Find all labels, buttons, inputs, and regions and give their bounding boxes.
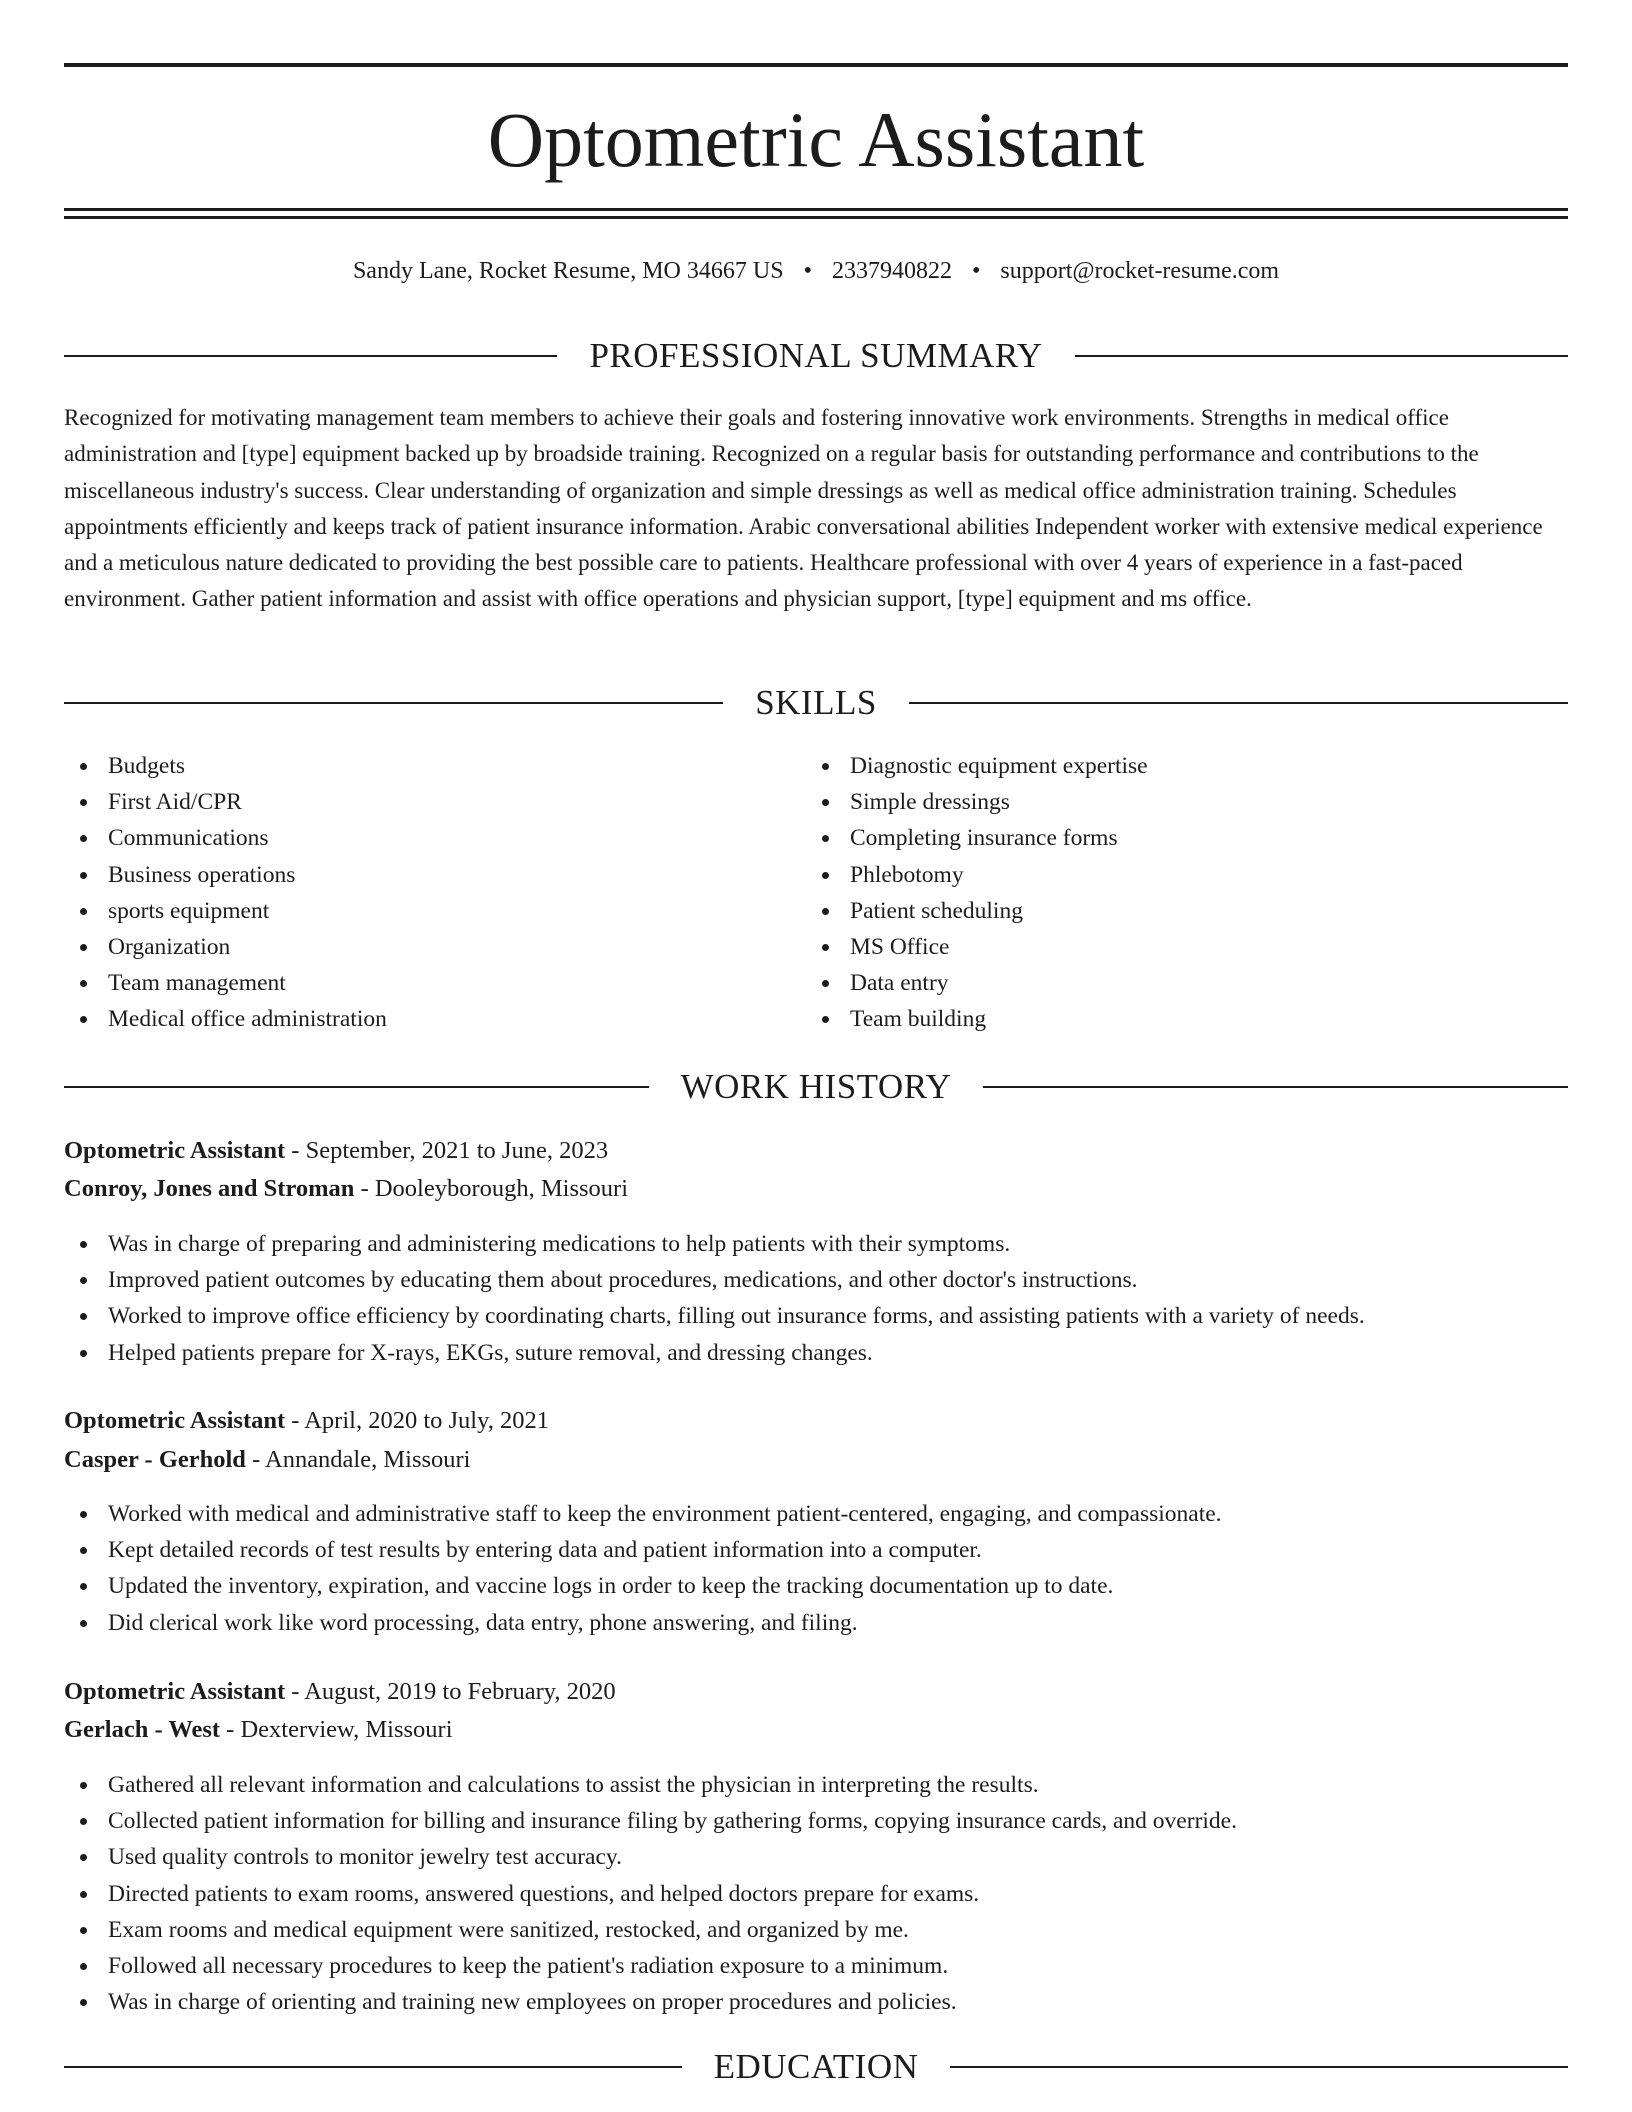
job-company-line [64,1713,1568,1747]
job-bullets [64,1767,1568,2020]
heading-rule [909,702,1568,704]
skill-item: Simple dressings [806,784,1546,820]
job-bullet: Gathered all relevant information and calculations to assist the physician in interpreting the results. [64,1767,1568,1803]
job-title: Optometric Assistant [64,1678,286,1705]
job-title-line [64,1134,1568,1168]
job-bullet: Followed all necessary procedures to keep the patient's radiation exposure to a minimum. [64,1948,1568,1984]
section-title: EDUCATION [713,2047,919,2086]
job-bullet: Exam rooms and medical equipment were sanitized, restocked, and organized by me. [64,1912,1568,1948]
job-bullet: Collected patient information for billing and insurance filing by gathering forms, copying insurance cards, and override. [64,1803,1568,1839]
heading-rule [950,2066,1568,2068]
job-bullets [64,1496,1568,1641]
heading-rule [1075,355,1568,357]
job-title-line [64,1675,1568,1709]
title-rule-lower [64,216,1568,219]
contact-separator: • [803,258,812,284]
section-title: PROFESSIONAL SUMMARY [589,336,1043,375]
job-bullet: Improved patient outcomes by educating them about procedures, medications, and other doctor's instructions. [64,1262,1568,1298]
skill-item: First Aid/CPR [64,784,784,820]
heading-rule [983,1086,1568,1088]
job-location: - Annandale, Missouri [245,1446,471,1473]
skill-item: Patient scheduling [806,893,1546,929]
job-company-line [64,1172,1568,1206]
title-rule-upper [64,208,1568,211]
job-title: Optometric Assistant [64,1407,286,1434]
job-title: Optometric Assistant [64,1137,286,1164]
skill-item: Team management [64,965,784,1001]
contact-address: Sandy Lane, Rocket Resume, MO 34667 US [352,258,784,284]
skill-item: Phlebotomy [806,857,1546,893]
job-dates: - September, 2021 to June, 2023 [285,1137,609,1164]
skill-item: sports equipment [64,893,784,929]
job-company-line [64,1443,1568,1477]
skill-item: Completing insurance forms [806,820,1546,856]
section-heading-skills [64,681,1568,725]
job-location: - Dooleyborough, Missouri [354,1175,629,1202]
contact-separator: • [971,258,981,284]
job-company: Conroy, Jones and Stroman [64,1175,355,1202]
section-heading-summary [64,334,1568,378]
job-company: Gerlach - West [64,1716,221,1743]
job-dates: - August, 2019 to February, 2020 [285,1678,616,1705]
heading-rule [64,355,557,357]
job-company: Casper - Gerhold [64,1446,246,1473]
job-bullet: Worked to improve office efficiency by coordinating charts, filling out insurance forms, and assisting patients with a variety of needs. [64,1298,1568,1334]
skill-item: MS Office [806,929,1546,965]
skill-item: Communications [64,820,784,856]
contact-phone: 2337940822 [831,258,952,284]
section-title: SKILLS [755,683,877,722]
section-heading-education [64,2045,1568,2089]
skill-item: Diagnostic equipment expertise [806,748,1546,784]
job-bullet: Was in charge of preparing and administering medications to help patients with their symptoms. [64,1226,1568,1262]
skill-item: Business operations [64,857,784,893]
skill-item: Data entry [806,965,1546,1001]
section-title: WORK HISTORY [680,1067,952,1106]
heading-rule [64,702,723,704]
job-bullet: Was in charge of orienting and training new employees on proper procedures and policies. [64,1984,1568,2020]
skill-item: Team building [806,1001,1546,1037]
skills-list-right [806,748,1546,1038]
skill-item: Organization [64,929,784,965]
job-bullet: Kept detailed records of test results by entering data and patient information into a computer. [64,1532,1568,1568]
heading-rule [64,1086,649,1088]
job-bullet: Used quality controls to monitor jewelry test accuracy. [64,1839,1568,1875]
page-title: Optometric Assistant [487,96,1145,183]
job-dates: - April, 2020 to July, 2021 [285,1407,550,1434]
top-rule [64,63,1568,67]
job-bullet: Helped patients prepare for X-rays, EKGs, suture removal, and dressing changes. [64,1335,1568,1371]
skill-item: Medical office administration [64,1001,784,1037]
summary-text: Recognized for motivating management team members to achieve their goals and fostering innovative work environments. Strengths in medical office administration and [type] equipment backed up by broadside training. Recognized on a regular basis for outstanding performance and contributions to the miscellaneous industry's success. Clear understanding of organization and simple dressings as well as medical office administration training. Schedules appointments efficiently and keeps track of patient insurance information. Arabic conversational abilities Independent worker with extensive medical experience and a meticulous nature dedicated to providing the best possible care to patients. Healthcare professional with over 4 years of experience in a fast-paced environment. Gather patient information and assist with office operations and physician support, [type] equipment and ms office. [64,405,1543,612]
section-heading-work [64,1065,1568,1109]
job-bullet: Did clerical work like word processing, data entry, phone answering, and filing. [64,1605,1568,1641]
job-title-line [64,1404,1568,1438]
job-bullet: Worked with medical and administrative staff to keep the environment patient-centered, engaging, and compassionate. [64,1496,1568,1532]
skill-item: Budgets [64,748,784,784]
heading-rule [64,2066,682,2068]
job-bullet: Directed patients to exam rooms, answered questions, and helped doctors prepare for exams. [64,1876,1568,1912]
job-bullets [64,1226,1568,1371]
contact-line [64,254,1568,288]
skills-list-left [64,748,784,1038]
contact-email: support@rocket-resume.com [1000,258,1280,284]
job-bullet: Updated the inventory, expiration, and vaccine logs in order to keep the tracking documentation up to date. [64,1568,1568,1604]
job-location: - Dexterview, Missouri [220,1716,453,1743]
